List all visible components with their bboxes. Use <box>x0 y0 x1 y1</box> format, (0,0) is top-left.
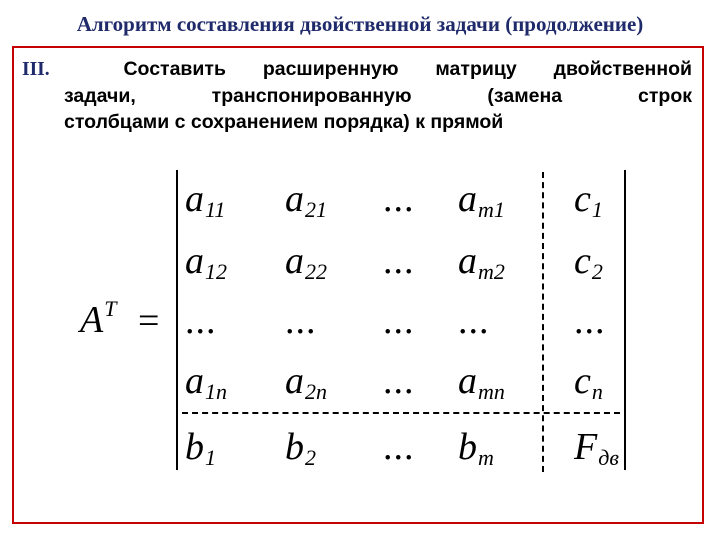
cell-subscript: 2 <box>305 445 316 470</box>
cell-subscript: m <box>478 445 494 470</box>
matrix-left-bar <box>176 170 178 470</box>
matrix-cell-r2-c3 <box>383 242 415 280</box>
cell-base: ... <box>383 360 415 402</box>
step-line-2: задачи, транспонированную (замена строк <box>64 85 692 107</box>
cell-base: a <box>458 360 477 402</box>
lhs-transpose-sup: T <box>104 296 117 321</box>
cell-subscript: mn <box>478 379 505 404</box>
cell-base: c <box>574 240 591 282</box>
matrix-cell-r3-c1 <box>185 302 217 340</box>
lhs-base: A <box>80 299 104 341</box>
matrix-cell-r4-c5 <box>574 362 603 403</box>
matrix-right-bar <box>624 170 626 470</box>
cell-base: ... <box>383 300 415 342</box>
cell-subscript: 21 <box>305 197 327 222</box>
matrix-cell-r2-c1 <box>185 242 227 283</box>
cell-base: c <box>574 178 591 220</box>
cell-subscript: 2 <box>591 259 603 284</box>
matrix-cell-r5-c2 <box>285 428 316 469</box>
slide-title: Алгоритм составления двойственной задачи (продолжение) <box>76 12 644 36</box>
cell-subscript: m1 <box>478 197 505 222</box>
matrix-cell-r1-c3 <box>383 180 415 218</box>
step-description <box>22 56 692 135</box>
matrix-cell-r4-c2 <box>285 362 327 403</box>
matrix-lhs <box>80 298 116 339</box>
cell-subscript: 1 <box>591 197 603 222</box>
matrix-cell-r1-c1 <box>185 180 225 221</box>
cell-subscript: 1n <box>205 379 227 404</box>
cell-subscript: m2 <box>478 259 505 284</box>
matrix-cell-r1-c4 <box>458 180 505 221</box>
cell-base: b <box>458 426 477 468</box>
cell-base: ... <box>185 300 217 342</box>
cell-base: ... <box>383 426 415 468</box>
matrix-cell-r3-c2 <box>285 302 317 340</box>
cell-base: ... <box>458 300 490 342</box>
matrix-cell-r2-c5 <box>574 242 603 283</box>
cell-base: ... <box>285 300 317 342</box>
cell-base: F <box>574 426 598 468</box>
cell-subscript: 12 <box>205 259 227 284</box>
matrix-cell-r3-c3 <box>383 302 415 340</box>
matrix-cell-r1-c2 <box>285 180 327 221</box>
cell-base: a <box>185 360 204 402</box>
cell-base: a <box>185 178 204 220</box>
cell-base: c <box>574 360 591 402</box>
matrix-cell-r3-c4 <box>458 302 490 340</box>
cell-base: b <box>285 426 304 468</box>
cell-subscript: 22 <box>305 259 327 284</box>
matrix-horizontal-separator <box>182 412 620 414</box>
cell-subscript: 11 <box>205 197 226 222</box>
matrix-cell-r3-c5 <box>574 302 606 340</box>
matrix-cell-r2-c4 <box>458 242 505 283</box>
matrix-cell-r5-c1 <box>185 428 216 469</box>
step-number: III. <box>22 59 50 80</box>
matrix-cell-r4-c3 <box>383 362 415 400</box>
cell-subscript: 2n <box>305 379 327 404</box>
cell-base: ... <box>574 300 606 342</box>
matrix-cell-r4-c4 <box>458 362 505 403</box>
matrix-cell-r2-c2 <box>285 242 327 283</box>
cell-base: ... <box>383 178 415 220</box>
matrix-cell-r5-c4 <box>458 428 494 469</box>
matrix-cell-r1-c5 <box>574 180 603 221</box>
step-line-1 <box>22 56 692 83</box>
cell-base: a <box>185 240 204 282</box>
cell-base: a <box>285 178 304 220</box>
cell-base: a <box>458 240 477 282</box>
cell-base: a <box>285 240 304 282</box>
cell-subscript: 1 <box>205 445 216 470</box>
matrix-vertical-separator <box>542 172 544 472</box>
cell-subscript: n <box>591 379 603 404</box>
cell-base: a <box>458 178 477 220</box>
matrix-cell-r4-c1 <box>185 362 227 403</box>
step-text-1: Составить расширенную матрицу двойственной <box>123 58 693 80</box>
cell-subscript: дв <box>598 445 619 470</box>
cell-base: ... <box>383 240 415 282</box>
matrix-cell-r5-c5 <box>574 428 619 469</box>
cell-base: b <box>185 426 204 468</box>
step-line-3: столбцами с сохранением порядка) к прямой <box>64 111 504 133</box>
matrix-cell-r5-c3 <box>383 428 415 466</box>
equals-sign: = <box>138 300 160 342</box>
cell-base: a <box>285 360 304 402</box>
